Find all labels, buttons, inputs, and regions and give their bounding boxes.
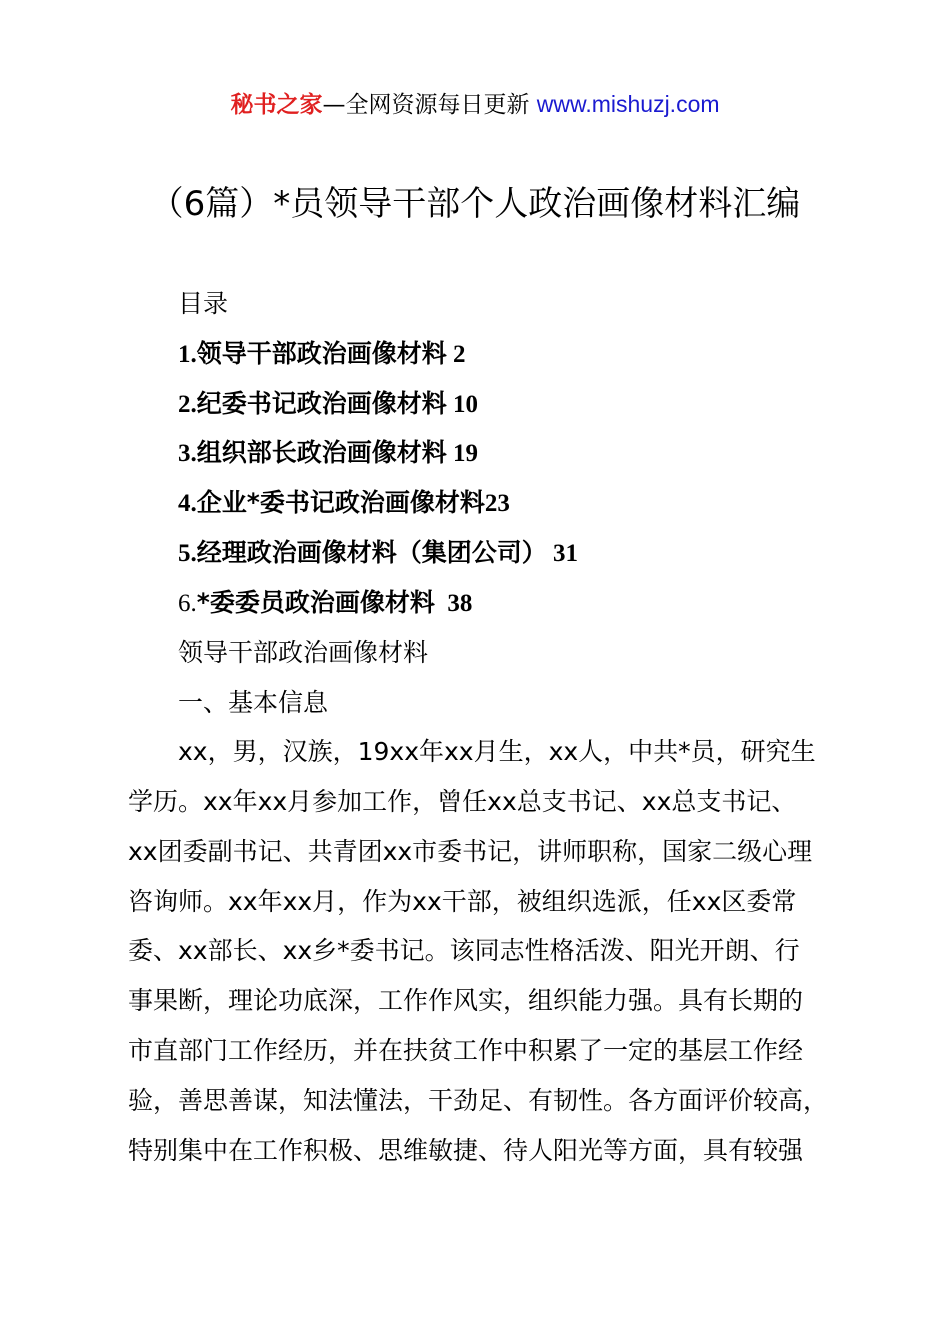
toc-item-1[interactable] <box>178 336 466 373</box>
body-line: 咨询师。xx年xx月，作为xx干部，被组织选派，任xx区委常 <box>128 887 797 916</box>
toc-item-2[interactable] <box>178 386 478 423</box>
document-title: （6篇）*员领导干部个人政治画像材料汇编 <box>149 184 801 224</box>
toc-item-label: 经理政治画像材料（集团公司） <box>196 538 547 567</box>
toc-item-page: 19 <box>446 440 479 467</box>
subsection-title: 一、基本信息 <box>178 688 329 717</box>
section-title: 领导干部政治画像材料 <box>178 638 429 667</box>
toc-item-number: 2. <box>178 391 197 418</box>
toc-item-3[interactable] <box>178 435 478 472</box>
toc-item-number: 6. <box>178 590 197 617</box>
toc-item-number: 5. <box>178 540 197 567</box>
body-line: 委、xx部长、xx乡*委书记。该同志性格活泼、阳光开朗、行 <box>128 936 800 965</box>
toc-item-label: 企业*委书记政治画像材料 <box>196 488 485 517</box>
body-line: 学历。xx年xx月参加工作，曾任xx总支书记、xx总支书记、 <box>128 787 797 816</box>
toc-item-page: 10 <box>446 391 479 418</box>
site-header <box>0 88 950 121</box>
toc-item-number: 3. <box>178 440 197 467</box>
toc-heading: 目录 <box>178 289 229 318</box>
site-slogan: —全网资源每日更新 <box>322 92 530 118</box>
body-line: 市直部门工作经历，并在扶贫工作中积累了一定的基层工作经 <box>128 1036 804 1065</box>
toc-item-6[interactable] <box>178 585 472 622</box>
body-line: 特别集中在工作积极、思维敏捷、待人阳光等方面，具有较强 <box>128 1136 804 1165</box>
body-line: xx，男，汉族，19xx年xx月生，xx人，中共*员，研究生 <box>178 737 816 766</box>
toc-item-4[interactable] <box>178 485 510 522</box>
toc-item-page: 23 <box>484 490 510 517</box>
body-line: 事果断，理论功底深，工作作风实，组织能力强。具有长期的 <box>128 986 804 1015</box>
site-url-link[interactable]: www.mishuzj.com <box>536 91 720 117</box>
toc-item-label: 纪委书记政治画像材料 <box>196 389 447 418</box>
body-line: 验，善思善谋，知法懂法，干劲足、有韧性。各方面评价较高， <box>128 1086 829 1115</box>
body-line: xx团委副书记、共青团xx市委书记，讲师职称，国家二级心理 <box>128 837 813 866</box>
toc-item-number: 4. <box>178 490 197 517</box>
toc-item-label: 组织部长政治画像材料 <box>196 438 447 467</box>
toc-item-label: *委委员政治画像材料 <box>196 588 435 617</box>
toc-item-5[interactable] <box>178 535 578 572</box>
toc-item-page: 2 <box>446 341 466 368</box>
toc-item-number: 1. <box>178 341 197 368</box>
toc-item-page: 38 <box>434 590 473 617</box>
site-brand: 秘书之家 <box>230 92 323 118</box>
toc-item-label: 领导干部政治画像材料 <box>196 339 447 368</box>
toc-item-page: 31 <box>546 540 579 567</box>
